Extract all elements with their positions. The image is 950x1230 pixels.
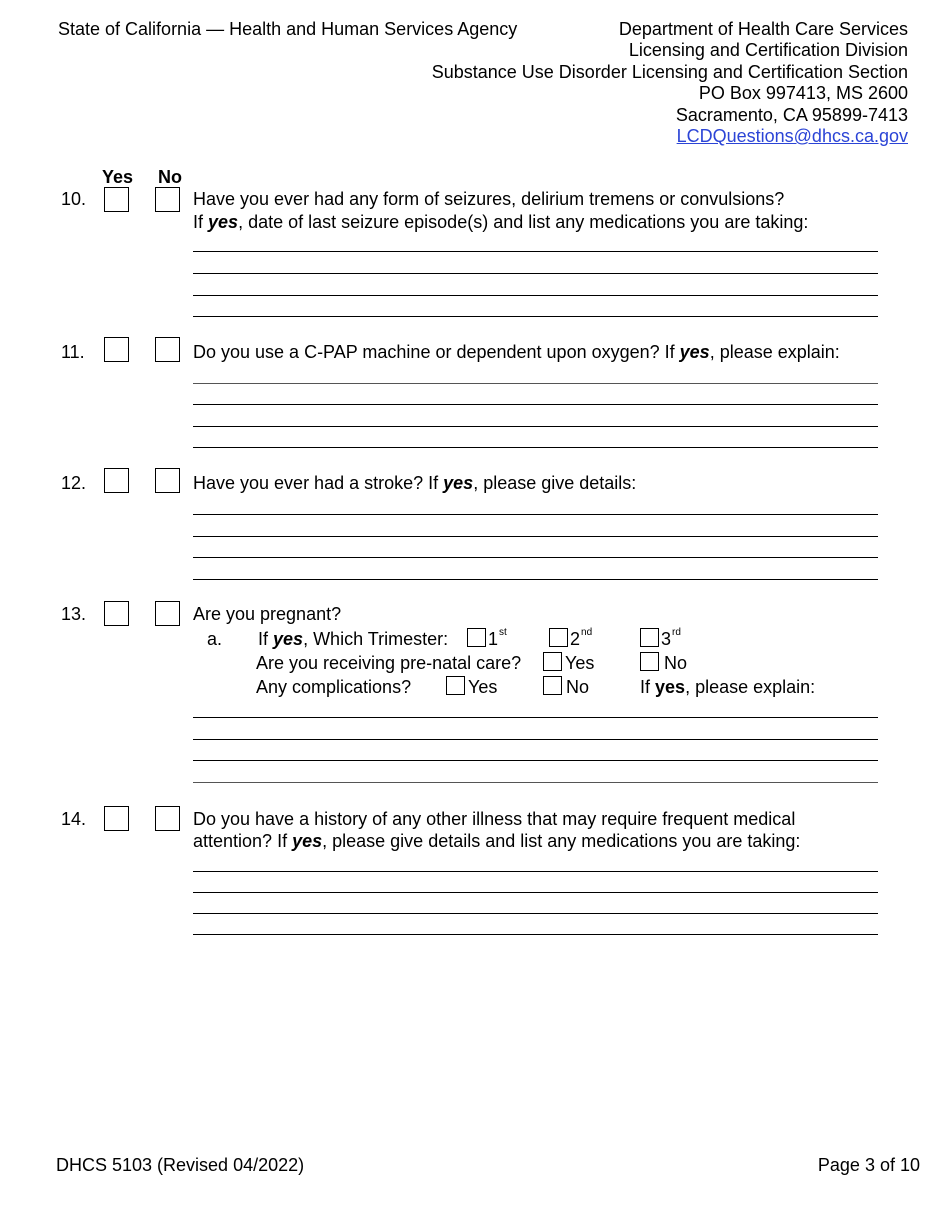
- contact-email-link[interactable]: LCDQuestions@dhcs.ca.gov: [676, 126, 908, 146]
- q14-answer-line-2[interactable]: [193, 892, 878, 893]
- q13a-trimester-question: If yes, Which Trimester:: [258, 629, 449, 649]
- q10-answer-line-4[interactable]: [193, 316, 878, 317]
- q11-yes-checkbox[interactable]: [104, 337, 129, 362]
- q13-number: 13.: [61, 604, 87, 624]
- q12-answer-line-2[interactable]: [193, 536, 878, 537]
- q12-question: Have you ever had a stroke? If yes, please give details:: [193, 473, 637, 493]
- q11-answer-line-1[interactable]: [193, 383, 878, 384]
- q14-answer-line-4[interactable]: [193, 934, 878, 935]
- q11-answer-line-2[interactable]: [193, 404, 878, 405]
- q14-number: 14.: [61, 809, 87, 829]
- q12-answer-line-3[interactable]: [193, 557, 878, 558]
- q12-number: 12.: [61, 473, 87, 493]
- q13-question: Are you pregnant?: [193, 604, 342, 624]
- complications-yes-checkbox[interactable]: [446, 676, 465, 695]
- prenatal-no-checkbox[interactable]: [640, 652, 659, 671]
- q13a-label: a.: [207, 629, 223, 649]
- no-column-heading: No: [158, 167, 182, 187]
- q10-answer-line-2[interactable]: [193, 273, 878, 274]
- prenatal-yes-label: Yes: [565, 653, 595, 673]
- trimester-3rd-label: 3rd: [661, 627, 681, 649]
- q11-answer-line-3[interactable]: [193, 426, 878, 427]
- po-box: PO Box 997413, MS 2600: [698, 83, 908, 103]
- q12-answer-line-4[interactable]: [193, 579, 878, 580]
- q13-answer-line-3[interactable]: [193, 760, 878, 761]
- q11-no-checkbox[interactable]: [155, 337, 180, 362]
- q14-answer-line-3[interactable]: [193, 913, 878, 914]
- q10-yes-checkbox[interactable]: [104, 187, 129, 212]
- q10-question: Have you ever had any form of seizures, delirium tremens or convulsions?: [193, 189, 785, 209]
- division-name: Licensing and Certification Division: [628, 40, 908, 60]
- q13-yes-checkbox[interactable]: [104, 601, 129, 626]
- q14-answer-line-1[interactable]: [193, 871, 878, 872]
- prenatal-question: Are you receiving pre-natal care?: [256, 653, 522, 673]
- trimester-3rd-checkbox[interactable]: [640, 628, 659, 647]
- q11-number: 11.: [61, 342, 85, 362]
- trimester-1st-checkbox[interactable]: [467, 628, 486, 647]
- form-number: DHCS 5103 (Revised 04/2022): [56, 1155, 305, 1175]
- complications-question: Any complications?: [256, 677, 412, 697]
- complications-no-checkbox[interactable]: [543, 676, 562, 695]
- q12-no-checkbox[interactable]: [155, 468, 180, 493]
- q11-question: Do you use a C-PAP machine or dependent upon oxygen? If yes, please explain:: [193, 342, 840, 362]
- agency-name: State of California — Health and Human Services Agency: [58, 19, 518, 39]
- q14-yes-checkbox[interactable]: [104, 806, 129, 831]
- page-number: Page 3 of 10: [817, 1155, 920, 1175]
- prenatal-yes-checkbox[interactable]: [543, 652, 562, 671]
- q14-question-line-1: Do you have a history of any other illness that may require frequent medical: [193, 809, 796, 829]
- department-name: Department of Health Care Services: [618, 19, 908, 39]
- q12-yes-checkbox[interactable]: [104, 468, 129, 493]
- complications-yes-label: Yes: [468, 677, 498, 697]
- q10-answer-line-1[interactable]: [193, 251, 878, 252]
- q13-answer-line-4[interactable]: [193, 782, 878, 783]
- trimester-1st-label: 1st: [488, 627, 507, 649]
- q14-question-line-2: attention? If yes, please give details and list any medications you are taking:: [193, 831, 801, 851]
- complications-no-label: No: [566, 677, 590, 697]
- q11-answer-line-4[interactable]: [193, 447, 878, 448]
- q10-number: 10.: [61, 189, 87, 209]
- q13-answer-line-1[interactable]: [193, 717, 878, 718]
- q10-answer-line-3[interactable]: [193, 295, 878, 296]
- q14-no-checkbox[interactable]: [155, 806, 180, 831]
- yes-column-heading: Yes: [102, 167, 134, 187]
- city-address: Sacramento, CA 95899-7413: [675, 105, 908, 125]
- q10-no-checkbox[interactable]: [155, 187, 180, 212]
- complications-explain-prompt: If yes, please explain:: [640, 677, 816, 697]
- q13-no-checkbox[interactable]: [155, 601, 180, 626]
- q10-subquestion: If yes, date of last seizure episode(s) and list any medications you are taking:: [193, 212, 809, 232]
- q13-answer-line-2[interactable]: [193, 739, 878, 740]
- prenatal-no-label: No: [664, 653, 688, 673]
- trimester-2nd-checkbox[interactable]: [549, 628, 568, 647]
- trimester-2nd-label: 2nd: [570, 627, 593, 649]
- section-name: Substance Use Disorder Licensing and Certification Section: [431, 62, 908, 82]
- q12-answer-line-1[interactable]: [193, 514, 878, 515]
